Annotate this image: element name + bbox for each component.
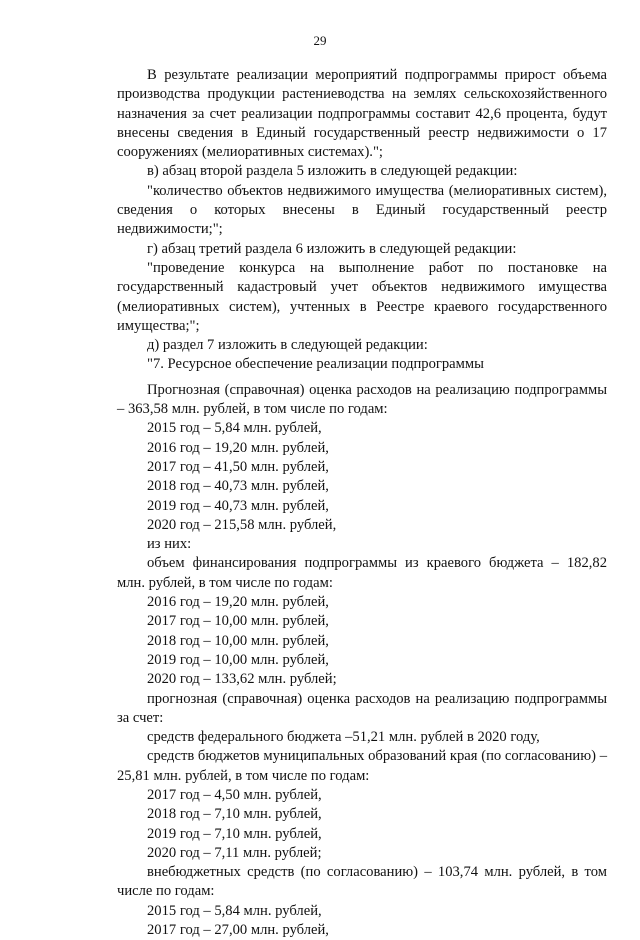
- list-item: 2018 год – 7,10 млн. рублей,: [147, 806, 322, 823]
- list-item: 2017 год – 27,00 млн. рублей,: [147, 922, 329, 939]
- paragraph-amendment-g: г) абзац третий раздела 6 изложить в следующей редакции:: [147, 240, 517, 257]
- paragraph-federal-budget: средств федерального бюджета –51,21 млн. рублей в 2020 году,: [147, 729, 540, 746]
- list-item: 2017 год – 41,50 млн. рублей,: [147, 458, 329, 475]
- list-item: 2017 год – 10,00 млн. рублей,: [147, 613, 329, 630]
- paragraph-amendment-d: д) раздел 7 изложить в следующей редакции:: [147, 337, 428, 354]
- paragraph-extrabudgetary: внебюджетных средств (по согласованию) – 103,74 млн. рублей, в том числе по годам:: [117, 864, 607, 900]
- list-item: 2020 год – 215,58 млн. рублей,: [147, 516, 337, 533]
- list-item: 2020 год – 7,11 млн. рублей;: [147, 844, 322, 861]
- page-number: 29: [313, 33, 327, 48]
- list-item: 2016 год – 19,20 млн. рублей,: [147, 439, 329, 456]
- list-item: 2019 год – 7,10 млн. рублей,: [147, 825, 322, 842]
- list-item: 2017 год – 4,50 млн. рублей,: [147, 786, 322, 803]
- paragraph-forecast-sources: прогнозная (справочная) оценка расходов на реализацию подпрограммы за счет:: [117, 690, 607, 726]
- list-item: 2016 год – 19,20 млн. рублей,: [147, 594, 329, 611]
- list-item: 2019 год – 10,00 млн. рублей,: [147, 651, 329, 668]
- document-body: [117, 66, 607, 940]
- paragraph-forecast-total: Прогнозная (справочная) оценка расходов на реализацию подпрограммы – 363,58 млн. рублей, в том числе по годам:: [117, 381, 607, 418]
- list-item: 2015 год – 5,84 млн. рублей,: [147, 902, 322, 919]
- list-item: 2015 год – 5,84 млн. рублей,: [147, 420, 322, 437]
- paragraph-quote-contest: "проведение конкурса на выполнение работ по постановке на государственный кадастровый учет объектов недвижимого имущества (мелиоративных систем), учтенных в Реестре краевого государственного имущества;";: [117, 259, 607, 334]
- paragraph-result: В результате реализации мероприятий подпрограммы прирост объема производства продукции растениеводства на землях сельскохозяйственного назначения за счет реализации подпрограммы составит 42,6 процента, будут внесены сведения в Единый государственный реестр недвижимости о 17 сооружениях (мелиоративных системах).";: [117, 67, 607, 161]
- paragraph-regional-budget: объем финансирования подпрограммы из краевого бюджета – 182,82 млн. рублей, в том числе по годам:: [117, 555, 607, 591]
- paragraph-of-them: из них:: [147, 536, 192, 553]
- list-item: 2019 год – 40,73 млн. рублей,: [147, 497, 329, 514]
- list-item: 2018 год – 10,00 млн. рублей,: [147, 632, 329, 649]
- list-item: 2018 год – 40,73 млн. рублей,: [147, 478, 329, 495]
- list-item: 2020 год – 133,62 млн. рублей;: [147, 671, 337, 688]
- paragraph-amendment-v: в) абзац второй раздела 5 изложить в следующей редакции:: [147, 163, 518, 180]
- paragraph-quote-count: "количество объектов недвижимого имущества (мелиоративных систем), сведения о которых внесены в Единый государственный реестр недвижимости;";: [117, 182, 607, 238]
- paragraph-municipal-budget: средств бюджетов муниципальных образований края (по согласованию) – 25,81 млн. рублей, в том числе по годам:: [117, 748, 607, 784]
- section-heading: "7. Ресурсное обеспечение реализации подпрограммы: [147, 356, 484, 373]
